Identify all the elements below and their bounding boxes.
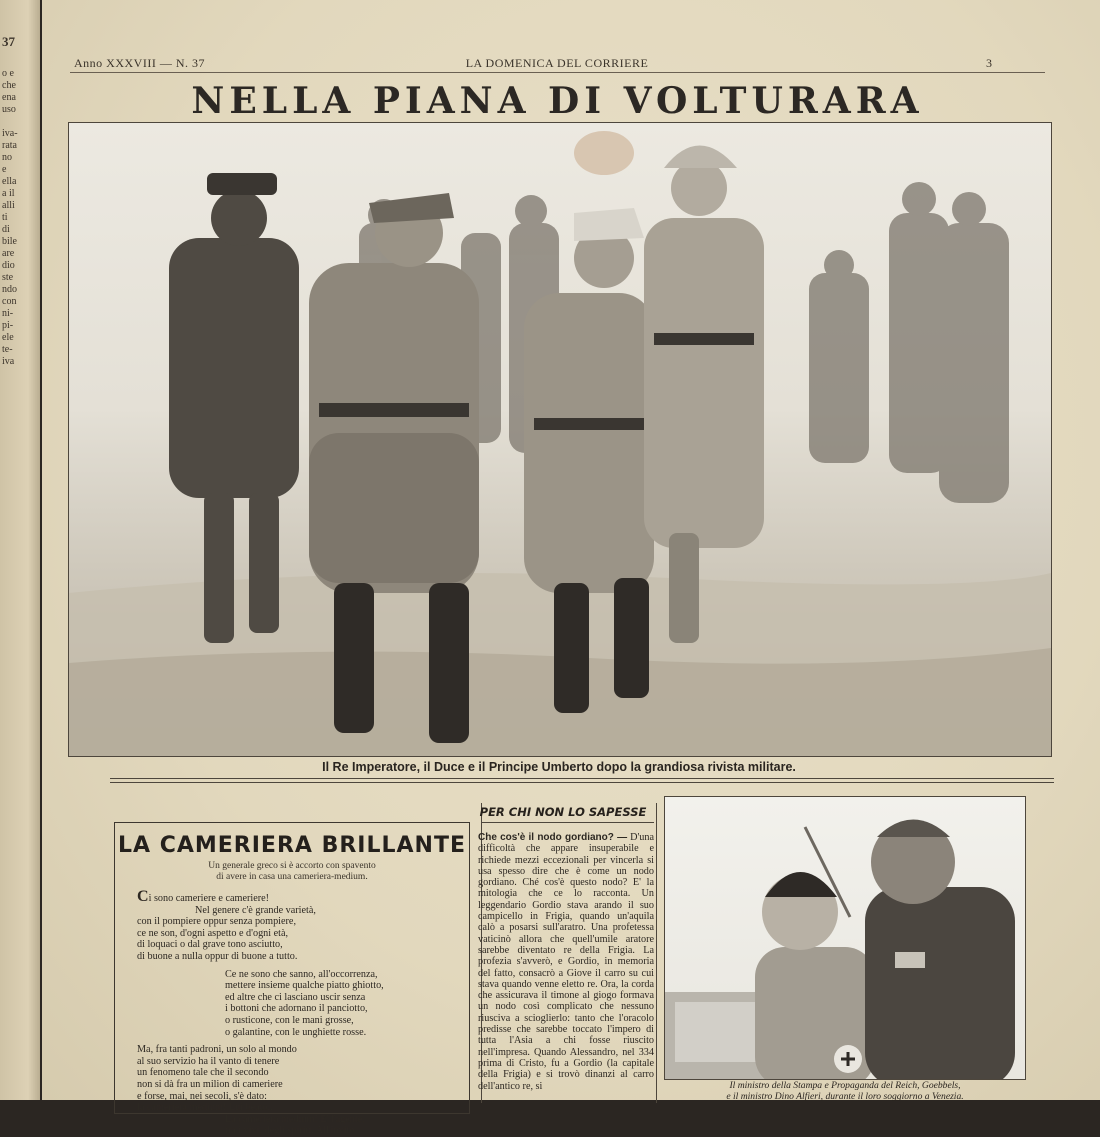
poem-line: di buone a nulla oppur di buone a tutto. [137, 950, 298, 962]
goebbels-alfieri-photo [664, 796, 1026, 1080]
caption-line: e il ministro Dino Alfieri, durante il loro soggiorno a Venezia. [726, 1091, 964, 1102]
subtitle-line: di avere in casa una cameriera-medium. [216, 872, 368, 882]
left-fragment-line: ndo [2, 284, 17, 295]
left-fragment-line: ena [2, 92, 16, 103]
page-number: 3 [986, 56, 993, 70]
poem-line: con il pompiere oppur senza pompiere, [137, 916, 296, 928]
newspaper-page [42, 0, 1100, 1137]
poem-line: Là cameriera medium! E' l'agente, [225, 1113, 365, 1125]
poem-line: Ce ne sono che sanno, all'occorrenza, [225, 968, 378, 980]
left-fragment-line: alli [2, 200, 15, 211]
poem-line: Nel genere c'è grande varietà, [195, 904, 316, 916]
ministers-photo [665, 797, 1025, 1079]
subtitle-line: Un generale greco si è accorto con spavento [208, 861, 376, 871]
poem-line: mettere insieme qualche piatto ghiotto, [225, 980, 384, 992]
poem-line: tra i vivi, degli spiriti. All'invito [225, 1125, 355, 1137]
left-fragment-line: uso [2, 104, 16, 115]
left-fragment-line: ele [2, 332, 14, 343]
left-page-number: 37 [2, 36, 15, 48]
section-rule [110, 778, 1054, 783]
left-fragment-line [2, 116, 32, 128]
main-photo [68, 122, 1052, 757]
left-fragment-line: iva [2, 356, 15, 367]
left-fragment-line: o e [2, 68, 14, 79]
left-fragment-line: te- [2, 344, 13, 355]
poem-dropcap: C [137, 888, 149, 905]
left-page-text-fragment [2, 68, 32, 368]
poem-line: ce ne son, d'ogni aspetto e d'ogni età, [137, 927, 289, 939]
left-fragment-line: con [2, 296, 17, 307]
cameriera-subtitle [135, 861, 449, 883]
poem-line: ed altre che ci lasciano uscir senza [225, 991, 366, 1003]
left-fragment-line: a il [2, 188, 15, 199]
left-fragment-line: are [2, 248, 15, 259]
issue-number: Anno XXXVIII — N. 37 [74, 56, 205, 70]
left-fragment-line: no [2, 152, 12, 163]
poem-line: o rusticone, con le mani grosse, [225, 1014, 354, 1026]
caption-line: Il ministro della Stampa e Propaganda del Reich, Goebbels, [729, 1080, 961, 1091]
per-chi-title: PER CHI NON LO SAPESSE [479, 805, 647, 819]
main-photo-caption: Il Re Imperatore, il Duce e il Principe Umberto dopo la grandiosa rivista militare. [322, 760, 796, 774]
poem-line: Ci sono cameriere e cameriere! [137, 888, 270, 905]
left-fragment-line: bile [2, 236, 17, 247]
poem-line: la cameriera medium! Lui beato... [137, 1102, 276, 1114]
poem-line: un fenomeno tale che il secondo [137, 1067, 269, 1079]
per-chi-text: D'una difficoltà che appare insuperabile e richiede mezzi eccezionali per vincerla si usa spesso dire che è come un nodo gordiano. Ché cos'è questo nodo? E' la mitologia che ce lo racconta. Un leggendario Gordio stava arando il suo campicello in Frigia, quando un'aquila calò a posarsi sull'aratro. Una profetessa vaticinò allora che quell'umile aratore sarebbe diventato re della Frigia. La profezia s'avverò, e Gordio, in memoria del fatto, consacrò a Giove il carro su cui stava quando venne eletto re. Ora, la corda che assicurava il timone al giogo formava un nodo così complicato che nessuno riusciva a scioglierlo: tanto che l'oracolo predisse che sarebbe toccato l'impero di tutta l'Asia a chi fosse riuscito nell'impresa. Quando Alessandro, nel 334 prima di Cristo, fu a Gordio (la capitale della Frigia) e si trovò dinanzi al carro dell'antico re, si [478, 832, 654, 1092]
poem-line: di loquaci o dal grave tono asciutto, [137, 939, 283, 951]
header-rule [70, 72, 1045, 73]
cameriera-article-box [114, 822, 470, 1137]
poem-line: e forse, mai, nei secoli, s'è dato: [137, 1090, 267, 1102]
left-fragment-line: ti [2, 212, 8, 223]
left-page-edge [0, 0, 40, 1100]
left-fragment-line: che [2, 80, 16, 91]
military-review-photo [69, 123, 1051, 756]
per-chi-lead: Che cos'è il nodo gordiano? — [478, 832, 628, 843]
main-headline: NELLA PIANA DI VOLTURARA [191, 80, 924, 122]
left-fragment-line: e [2, 164, 7, 175]
cameriera-title: LA CAMERIERA BRILLANTE [118, 833, 466, 858]
left-fragment-line: ella [2, 176, 17, 187]
left-fragment-line: ste [2, 272, 14, 283]
poem-line: Ma, fra tanti padroni, un solo al mondo [137, 1044, 297, 1056]
per-chi-rule [482, 822, 654, 823]
column-rule [656, 803, 657, 1103]
poem-line: al suo servizio ha il vanto di tenere [137, 1055, 280, 1067]
left-fragment-line: rata [2, 140, 17, 151]
left-fragment-line: pi- [2, 320, 14, 331]
left-fragment-line: di [2, 224, 10, 235]
left-fragment-line: iva- [2, 128, 18, 139]
poem-line: non si dà fra un milion di cameriere [137, 1078, 283, 1090]
poem-line: o galantine, con le unghiette rosse. [225, 1026, 367, 1038]
left-fragment-line: dio [2, 260, 15, 271]
per-chi-body [478, 832, 654, 1092]
left-fragment-line: ni- [2, 308, 14, 319]
poem-line: i bottoni che adornano il panciotto, [225, 1003, 368, 1015]
newspaper-name: LA DOMENICA DEL CORRIERE [465, 56, 649, 70]
small-photo-caption [664, 1080, 1026, 1102]
